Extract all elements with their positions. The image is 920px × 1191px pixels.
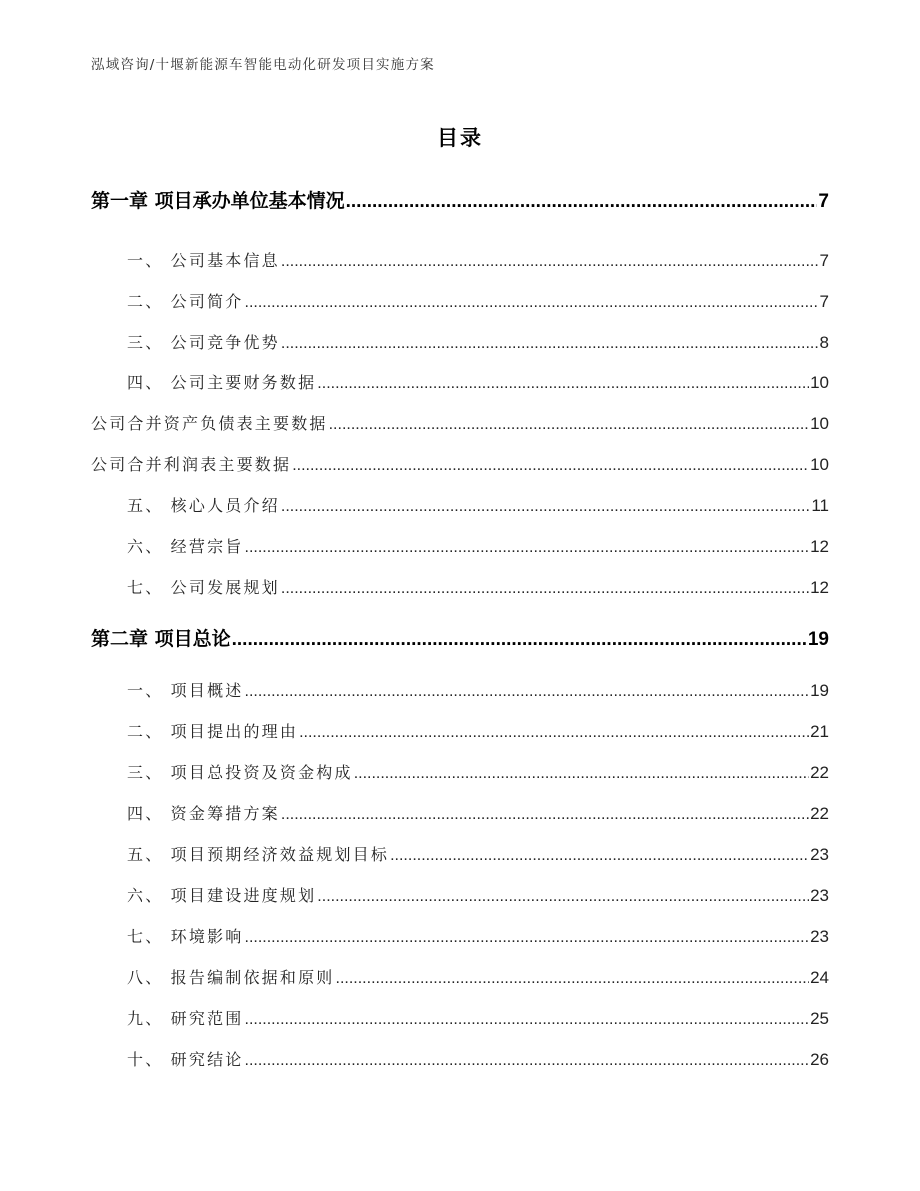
toc-entry-label: 十、 研究结论	[127, 1050, 244, 1069]
dot-leader	[390, 847, 809, 865]
dot-leader	[354, 765, 809, 783]
toc-section-entry[interactable]	[127, 760, 829, 783]
toc-entry-label: 六、 经营宗旨	[127, 537, 244, 556]
toc-page-number: 22	[810, 804, 829, 823]
toc-entry-label: 第一章 项目承办单位基本情况	[91, 190, 345, 212]
dot-leader	[281, 806, 809, 824]
toc-chapter-entry[interactable]	[91, 624, 829, 651]
toc-entry-label: 三、 公司竞争优势	[127, 333, 280, 352]
toc-entry-label: 一、 项目概述	[127, 681, 244, 700]
toc-page-number: 12	[810, 537, 829, 556]
dot-leader	[232, 629, 807, 651]
dot-leader	[329, 416, 809, 434]
toc-entry-label: 三、 项目总投资及资金构成	[127, 763, 353, 782]
toc-page-number: 7	[819, 251, 829, 270]
toc-entry-label: 五、 核心人员介绍	[127, 496, 280, 515]
toc-entry-label: 六、 项目建设进度规划	[127, 886, 317, 905]
toc-entry-label: 五、 项目预期经济效益规划目标	[127, 845, 390, 864]
dot-leader	[281, 253, 819, 271]
toc-entry-label: 四、 资金筹措方案	[127, 804, 280, 823]
toc-section-entry[interactable]	[91, 452, 829, 475]
toc-entry-label: 九、 研究范围	[127, 1009, 244, 1028]
toc-entry-label: 八、 报告编制依据和原则	[127, 968, 335, 987]
toc-section-entry[interactable]	[127, 1047, 829, 1070]
toc-section-entry[interactable]	[127, 330, 829, 353]
toc-page-number: 23	[810, 845, 829, 864]
toc-entry-label: 一、 公司基本信息	[127, 251, 280, 270]
toc-page-number: 10	[810, 455, 829, 474]
toc-page-number: 24	[810, 968, 829, 987]
toc-section-entry[interactable]	[127, 289, 829, 312]
toc-page-number: 11	[811, 496, 829, 515]
dot-leader	[245, 1011, 810, 1029]
dot-leader	[299, 724, 809, 742]
toc-section-entry[interactable]	[127, 678, 829, 701]
toc-page-number: 10	[810, 414, 829, 433]
toc-page-number: 10	[810, 373, 829, 392]
toc-entry-label: 二、 项目提出的理由	[127, 722, 299, 741]
dot-leader	[317, 375, 809, 393]
toc-section-entry[interactable]	[127, 924, 829, 947]
toc-section-entry[interactable]	[127, 248, 829, 271]
toc-page-number: 19	[810, 681, 829, 700]
dot-leader	[245, 929, 810, 947]
running-header: 泓域咨询/十堰新能源车智能电动化研发项目实施方案	[91, 57, 435, 73]
dot-leader	[281, 335, 819, 353]
toc-title: 目录	[437, 126, 483, 150]
toc-section-entry[interactable]	[127, 801, 829, 824]
dot-leader	[281, 498, 810, 516]
dot-leader	[245, 683, 810, 701]
toc-section-entry[interactable]	[127, 575, 829, 598]
toc-section-entry[interactable]	[127, 493, 829, 516]
toc-section-entry[interactable]	[127, 842, 829, 865]
toc-section-entry[interactable]	[127, 370, 829, 393]
toc-section-entry[interactable]	[127, 719, 829, 742]
toc-page-number: 23	[810, 886, 829, 905]
toc-section-entry[interactable]	[127, 965, 829, 988]
dot-leader	[245, 539, 810, 557]
dot-leader	[346, 191, 818, 213]
toc-page-number: 21	[810, 722, 829, 741]
toc-entry-label: 第二章 项目总论	[91, 628, 231, 650]
toc-page-number: 19	[807, 629, 829, 650]
toc-page-number: 22	[810, 763, 829, 782]
toc-page-number: 7	[818, 191, 829, 212]
toc-page-number: 25	[810, 1009, 829, 1028]
toc-entry-label: 四、 公司主要财务数据	[127, 373, 317, 392]
toc-page-number: 7	[819, 292, 829, 311]
toc-chapter-entry[interactable]	[91, 186, 829, 213]
toc-entry-label: 七、 公司发展规划	[127, 578, 280, 597]
dot-leader	[281, 580, 809, 598]
dot-leader	[336, 970, 810, 988]
toc-page-number: 23	[810, 927, 829, 946]
dot-leader	[317, 888, 809, 906]
toc-section-entry[interactable]	[127, 534, 829, 557]
toc-entry-label: 公司合并资产负债表主要数据	[91, 414, 328, 433]
toc-section-entry[interactable]	[91, 411, 829, 434]
toc-page-number: 8	[819, 333, 829, 352]
toc-page-number: 26	[810, 1050, 829, 1069]
toc-entry-label: 二、 公司简介	[127, 292, 244, 311]
toc-entry-label: 七、 环境影响	[127, 927, 244, 946]
toc-entry-label: 公司合并利润表主要数据	[91, 455, 292, 474]
dot-leader	[292, 457, 809, 475]
dot-leader	[245, 294, 819, 312]
toc-page-number: 12	[810, 578, 829, 597]
toc-section-entry[interactable]	[127, 1006, 829, 1029]
toc-section-entry[interactable]	[127, 883, 829, 906]
dot-leader	[245, 1052, 810, 1070]
